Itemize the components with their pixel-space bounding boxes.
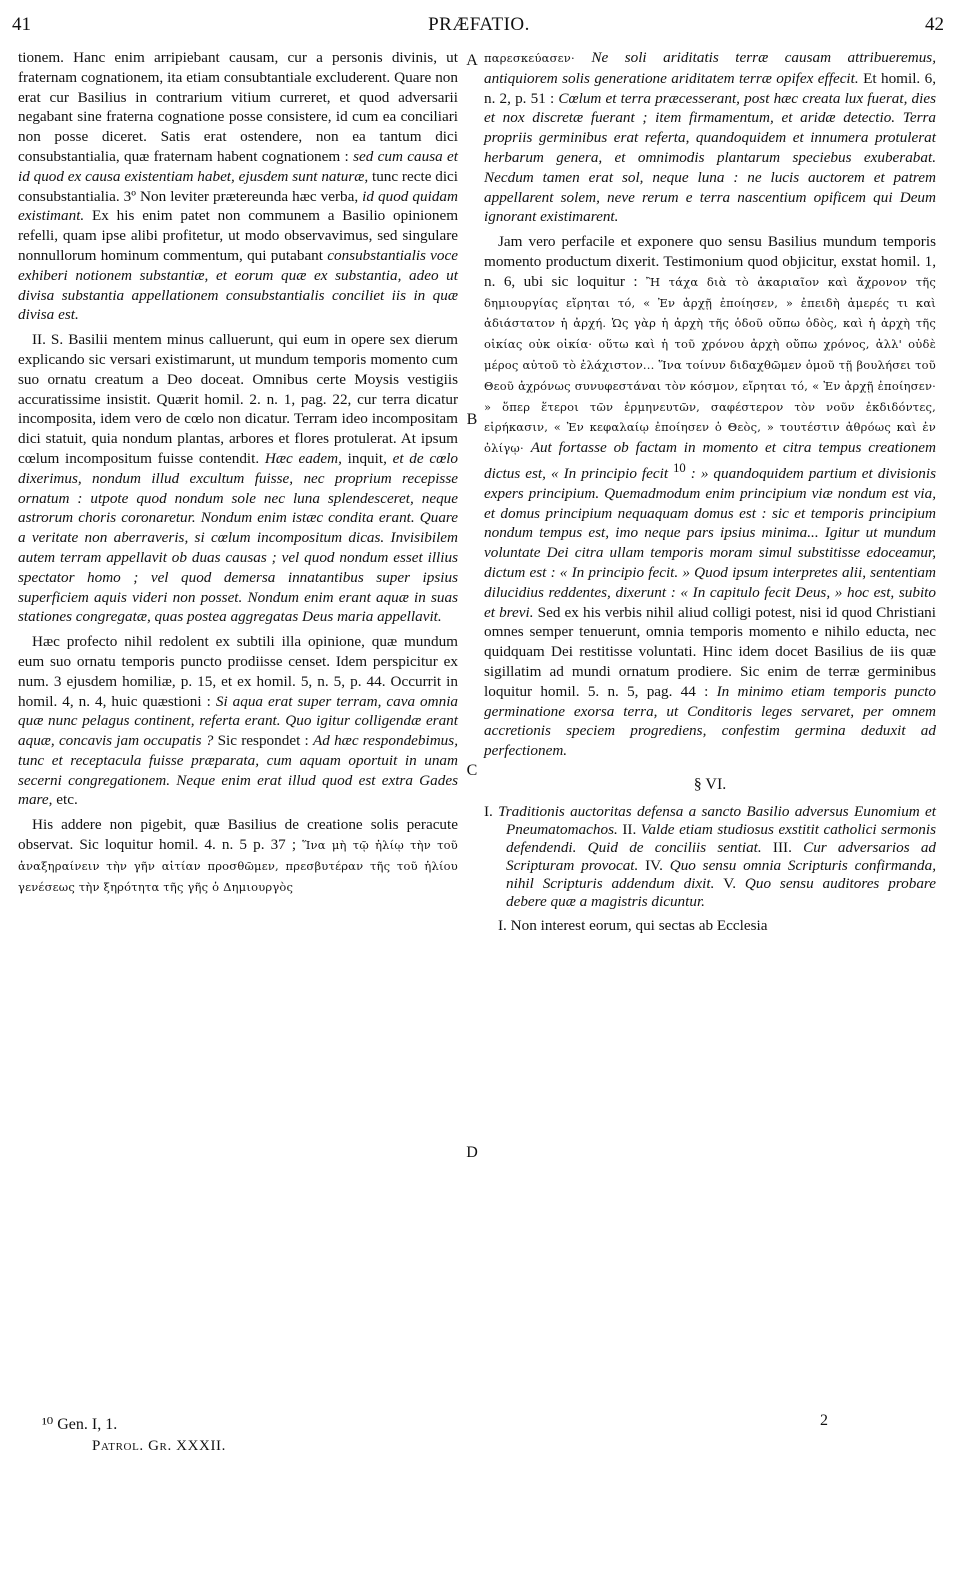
text-segment: I. Non interest eorum, qui sectas ab Ecclesia: [498, 916, 768, 934]
italic-quote: Hæc eadem,: [264, 449, 342, 467]
italic-quote: et de cœlo dixerimus, nondum illud excultum fuisse, nec proprium recepisse ornatum : utpote quod nondum sole nec luna splendesceret, neque astrorum choris coronaretur. Nondum enim istæc condita erant. Quare a veritate non aberraveris, si cœlum incompositum dicas. Invisibilem autem terram appellavit ob duas causas ; vel quod nondum esset illius spectator homo ; vel quod demersa innatantibus super ipsius superficiem aquis videri non posset. Nondum enim erant aquæ in suas stationes congregatæ, quas postea aggregatas Deus maria appellavit.: [18, 449, 459, 626]
text-segment: Et homil. 6, n. 2, p. 51 :: [484, 69, 937, 107]
summary-item: Cur adversarios ad Scripturam provocat.: [506, 838, 937, 874]
italic-quote: Cœlum et terra præcesserant, post hæc creata lux fuerat, dies et nox discretæ fuerant ; item firmamentum, et aridæ detectio. Terra propriis germinibus erat referta, quandoquidem et innumera protulerat herbarum genera, et omnimodis plantarum speciebus exuberabat. Necdum tamen erat sol, neque luna : ne lucis auctorem et patrem appellarent solem, neve rerum e terra nascentium opificem qui Deum ignorant existimarent.: [484, 89, 936, 226]
footnote: ¹⁰ Gen. I, 1.: [42, 1416, 118, 1433]
page-number-right: 42: [925, 14, 944, 35]
text-segment: inquit,: [347, 449, 387, 467]
summary-number: II.: [622, 820, 637, 838]
greek-quote: παρεσκεύασεν·: [484, 51, 575, 65]
text-segment: Jam vero perfacile et exponere quo sensu Basilius mundum temporis momento productum dixerit. Testimonium quod objicitur, exstat homil. 1, n. 6, ubi sic loquitur :: [484, 233, 936, 290]
text-segment: His addere non pigebit, quæ Basilius de creatione solis peracute observat. Sic loquitur homil. 4. n. 5 p. 37 ;: [18, 816, 458, 854]
gathering-signature: 2: [820, 1412, 828, 1429]
footnote-ref: 10: [673, 460, 686, 475]
summary-number: III.: [772, 838, 792, 856]
greek-quote: Ἵνα μὴ τῷ ἡλίῳ τὴν τοῦ ἀναξηραίνειν τὴν γῆν αἰτίαν προσθῶμεν, πρεσβυτέραν τῆς τοῦ ἡλίου γενέσεως τὴν ξηρότητα τῆς γῆς ὁ Δημιουργὸς: [18, 838, 458, 894]
greek-quote: Ἢ τάχα διὰ τὸ ἀκαριαῖον καὶ ἄχρονον τῆς δημιουργίας εἴρηται τό, « Ἐν ἀρχῇ ἐποίησεν, » ἐπειδὴ ἀμερές τι καὶ ἀδιάστατον ἡ ἀρχή. Ὡς γὰρ ἡ ἀρχὴ τῆς ὁδοῦ οὔπω ὁδὸς, καὶ ἡ ἀρχὴ τῆς οἰκίας οὐκ οἰκία· οὕτω καὶ ἡ τοῦ χρόνου ἀρχὴ οὔπω χρόνος, ἀλλ' οὐδὲ μέρος αὐτοῦ τὸ ἐλάχιστον... Ἵνα τοίνυν διδαχθῶμεν ὁμοῦ τῇ βουλήσει τοῦ Θεοῦ ἀχρόνως συνυφεστάναι τὸν κόσμον, εἴρηται τό, « Ἐν ἀρχῇ ἐποίησεν· » ὅπερ ἕτεροι τῶν ἑρμηνευτῶν, σαφέστερον τὸν νοῦν ἐκδιδόντες, εἰρήκασιν, « Ἐν κεφαλαίῳ ἐποίησεν ὁ Θεὸς, » τουτέστιν ἀθρόως καὶ ἐν ὀλίγῳ·: [484, 274, 936, 456]
right-paragraph-2: [484, 232, 936, 761]
margin-letter-a: A: [466, 52, 478, 69]
left-paragraph-4: [18, 815, 458, 897]
summary-number: V.: [723, 874, 737, 892]
italic-quote: consubstantialis voce exhiberi notionem substantiæ, et eorum quæ ex substantia, adeo ut divisa substantia appellationem consubstantialis conciliet iis in quæ divisa est.: [18, 246, 458, 324]
summary-number: I.: [484, 802, 493, 820]
summary-item: Quo sensu omnia Scripturis confirmanda, nihil Scripturis addendum dixit.: [506, 856, 936, 892]
italic-quote: sed cum causa et id quod ex causa existentiam habet, ejusdem sunt naturæ,: [18, 147, 458, 185]
text-segment: tionem. Hanc enim arripiebant causam, cur a personis divinis, ut fraternam cognationem, ita etiam consubtantiale excluderent. Quare non erat cur Basilius in contrarium vitium curreret, et quod adversarii negabant sine fraterna cognatione posse consistere, id cum ea conciliari non posse diceret. Satis erat ostendere, non ea tantum dici consubstantialia, quæ fraternam habent cognationem :: [18, 49, 458, 165]
text-segment: Sic respondet :: [217, 732, 309, 750]
summary-number: IV.: [645, 856, 663, 874]
summary-item: Quo sensu auditores probare debere quæ a magistris dicuntur.: [506, 874, 937, 910]
italic-quote: : » quandoquidem partium et divisionis expers principium. Quemadmodum enim principium viæ nondum est via, et domus principium nequaquam domus est : sic et temporis principium nondum tempus est, imo neque pars ipsius minima... Igitur ut mundum voluntate Dei citra ullam temporis moram simul substitisse edoceamur, dictum est : « In principio fecit. » Quod ipsum interpretes alii, sententiam dilucidius reddentes, dixerunt : « In capitulo fecit Deus, » hoc est, subito et brevi.: [484, 465, 936, 621]
italic-quote: Ad hæc respondebimus, tunc et receptacula fuisse præparata, cum aquam oportuit in unam secerni congregationem. Neque enim erat illud quod est extra Gades mare,: [18, 732, 458, 809]
italic-quote: Ne soli ariditatis terræ causam attribueremus, antiquiorem solis generatione ariditatem terræ opifex effecit.: [484, 49, 936, 87]
italic-quote: In minimo etiam temporis puncto germinatione exorsa terra, ut Conditoris leges servaret, per omnem accretionis speciem progrediens, confestim germina deduxit ad perfectionem.: [484, 682, 936, 760]
italic-quote: id quod quidam existimant.: [18, 187, 458, 225]
section-summary: [484, 803, 936, 911]
right-column: [484, 48, 936, 941]
text-segment: tunc recte dici consubstantialia. 3º Non leviter prætereunda hæc verba,: [18, 167, 459, 205]
summary-item: Traditionis auctoritas defensa a sancto Basilio adversus Eunomium et Pneumatomachos.: [498, 802, 937, 838]
text-segment: etc.: [56, 791, 78, 809]
text-segment: Ex his enim patet non communem a Basilio opinionem refelli, quam ipse alibi profitetur, ut modo observavimus, sed singulare nonnullorum hominum commentum, qui putabant: [18, 207, 459, 264]
section-title: § VI.: [693, 775, 727, 793]
running-header: [0, 14, 958, 40]
left-paragraph-3: [18, 632, 458, 810]
page-number-left: 41: [12, 14, 31, 35]
summary-item: Valde etiam studiosus exstitit catholici sermonis defendendi. Quid de conciliis sentiat.: [506, 820, 937, 856]
margin-letter-c: C: [466, 762, 478, 779]
margin-letter-d: D: [466, 1144, 478, 1161]
right-paragraph-3: [484, 916, 936, 936]
text-segment: II. S. Basilii mentem minus calluerunt, qui eum in opere sex dierum explicando sic versari existimarunt, ut mundum temporis momento cum suo ornatu creatum a Deo doceat. Omnibus certe Moysis vestigiis accuratissime insistit. Quærit homil. 2. n. 1, pag. 22, cur terra dicatur incomposita, idem vero de cœlo non dicatur. Terram ideo incompositam dici statuit, quia nondum plantas, arbores et flores protulerat. At ipsum cœlum incompositum fuisse contendit.: [18, 331, 458, 467]
margin-letter-b: B: [466, 411, 478, 428]
italic-quote: Aut fortasse ob factam in momento et citra tempus creationem dictus est, « In principio fecit: [484, 439, 936, 482]
italic-quote: Si aqua erat super terram, cava omnia quæ nunc pelagus continent, referta erant. Quo igitur colligendæ erant aquæ, concavis jam occupatis ?: [18, 692, 459, 750]
volume-signature: Patrol. Gr. XXXII.: [92, 1438, 226, 1454]
right-paragraph-1: [484, 48, 936, 227]
left-paragraph-1: [18, 48, 458, 325]
left-paragraph-2: [18, 330, 458, 627]
left-column: [18, 48, 458, 902]
running-title: PRÆFATIO.: [428, 14, 530, 35]
text-segment: Hæc profecto nihil redolent ex subtili illa opinione, quæ mundum eum suo ornatu temporis puncto prodiisse censet. Idem perspicitur ex num. 3 ejusdem homiliæ, p. 15, et ex homil. 5, n. 5, p. 44. Occurrit in homil. 4, n. 4, huic quæstioni :: [18, 633, 458, 710]
text-segment: Sed ex his verbis nihil aliud colligi potest, nisi id quod Christiani omnes semper tenuerunt, omnia temporis momento e nihilo educta, nec quidquam Dei restitisse voluntati. Hinc idem docet Basilius de iis quæ sigillatim ad mundi ornatum prodiere. Sic enim de terræ germinibus loquitur homil. 5. n. 5, pag. 44 :: [484, 603, 936, 700]
